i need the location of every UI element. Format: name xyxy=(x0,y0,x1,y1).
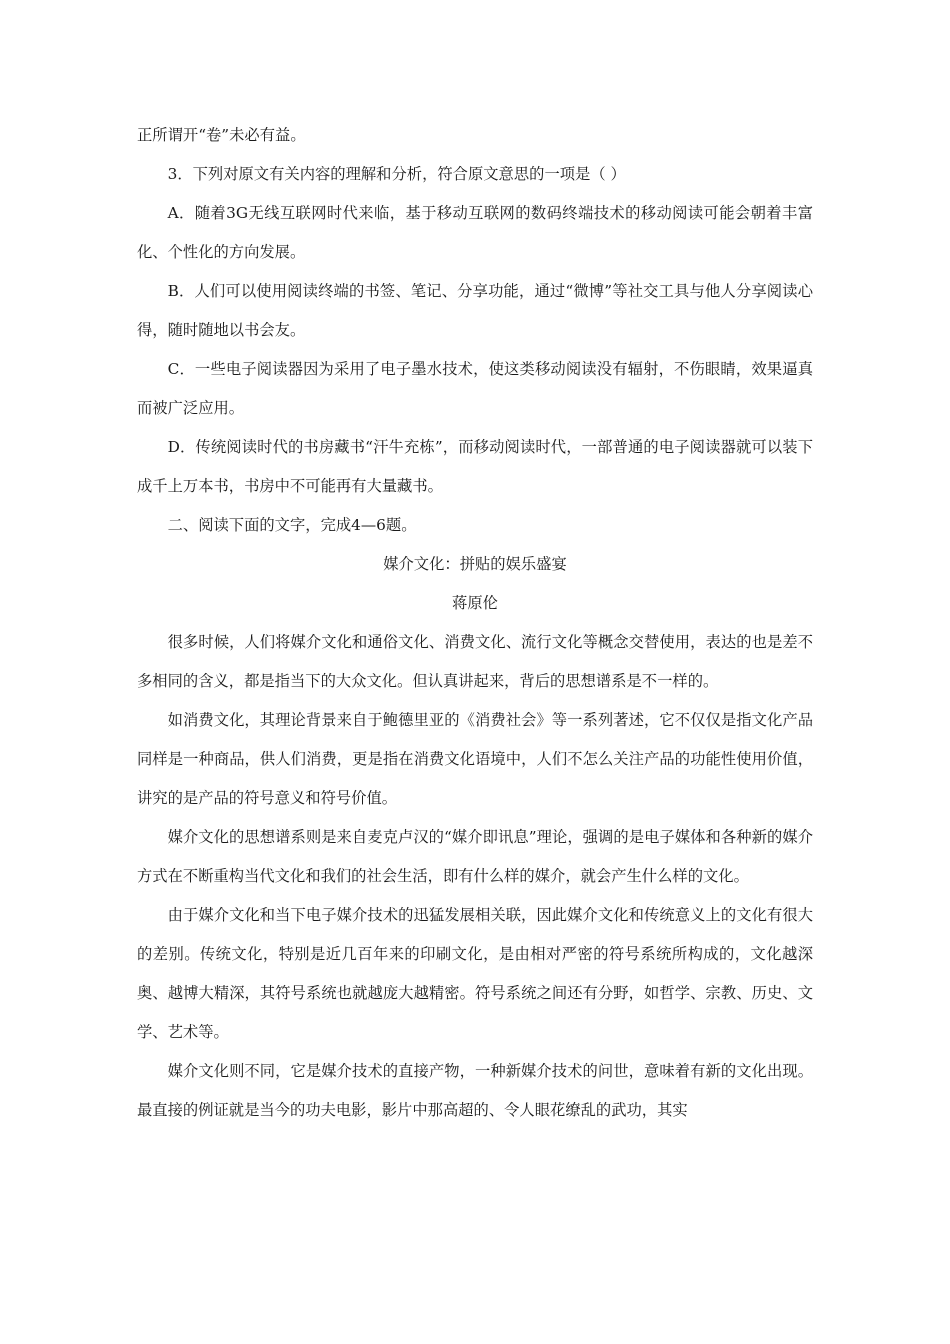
article-paragraph: 如消费文化，其理论背景来自于鲍德里亚的《消费社会》等一系列著述，它不仅仅是指文化产品同样是一种商品，供人们消费，更是指在消费文化语境中，人们不怎么关注产品的功能性使用价值，讲究的是产品的符号意义和符号价值。 xyxy=(137,711,813,807)
question-3-stem: 3．下列对原文有关内容的理解和分析，符合原文意思的一项是（ ） xyxy=(167,165,626,183)
question-3-option-c: C．一些电子阅读器因为采用了电子墨水技术，使这类移动阅读没有辐射，不伤眼睛，效果逼真而被广泛应用。 xyxy=(137,360,813,417)
section-2-heading: 二、阅读下面的文字，完成4—6题。 xyxy=(167,516,417,534)
article-author: 蒋原伦 xyxy=(452,594,498,612)
article-paragraph: 媒介文化则不同，它是媒介技术的直接产物，一种新媒介技术的问世，意味着有新的文化出现。最直接的例证就是当今的功夫电影，影片中那高超的、令人眼花缭乱的武功，其实 xyxy=(137,1062,813,1119)
carryover-line: 正所谓开“卷”未必有益。 xyxy=(137,126,306,144)
article-paragraph: 媒介文化的思想谱系则是来自麦克卢汉的“媒介即讯息”理论，强调的是电子媒体和各种新的媒介方式在不断重构当代文化和我们的社会生活，即有什么样的媒介，就会产生什么样的文化。 xyxy=(137,828,813,885)
question-3-option-a: A．随着3G无线互联网时代来临，基于移动互联网的数码终端技术的移动阅读可能会朝着丰富化、个性化的方向发展。 xyxy=(137,204,813,261)
article-title: 媒介文化：拼贴的娱乐盛宴 xyxy=(383,555,567,573)
question-3-option-b: B．人们可以使用阅读终端的书签、笔记、分享功能，通过“微博”等社交工具与他人分享阅读心得，随时随地以书会友。 xyxy=(137,282,813,339)
question-3-option-d: D．传统阅读时代的书房藏书“汗牛充栋”，而移动阅读时代，一部普通的电子阅读器就可以装下成千上万本书，书房中不可能再有大量藏书。 xyxy=(137,438,813,495)
article-paragraph: 由于媒介文化和当下电子媒介技术的迅猛发展相关联，因此媒介文化和传统意义上的文化有很大的差别。传统文化，特别是近几百年来的印刷文化，是由相对严密的符号系统所构成的，文化越深奥、越博大精深，其符号系统也就越庞大越精密。符号系统之间还有分野，如哲学、宗教、历史、文学、艺术等。 xyxy=(137,906,813,1041)
document-page xyxy=(137,116,813,1130)
article-paragraph: 很多时候，人们将媒介文化和通俗文化、消费文化、流行文化等概念交替使用，表达的也是差不多相同的含义，都是指当下的大众文化。但认真讲起来，背后的思想谱系是不一样的。 xyxy=(137,633,813,690)
